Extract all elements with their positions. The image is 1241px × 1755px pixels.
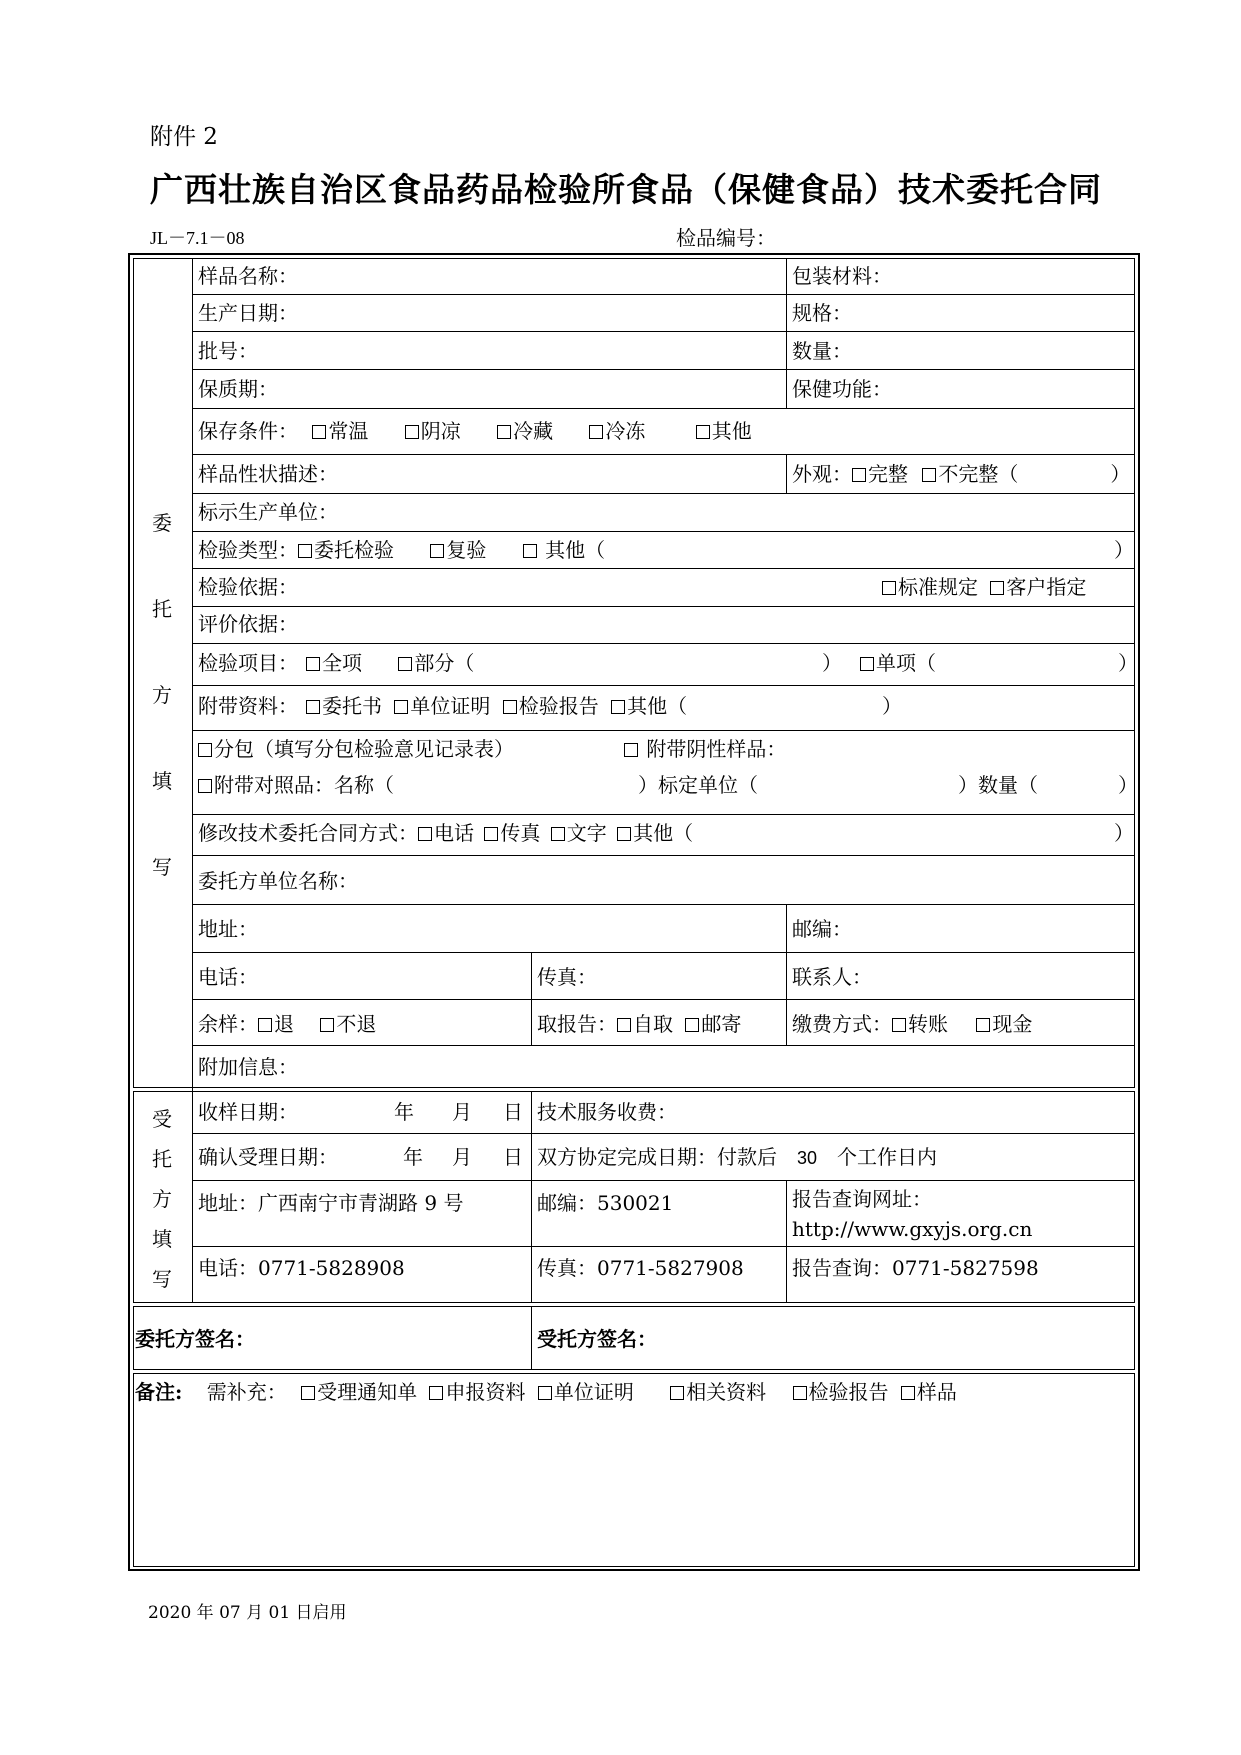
test-type-retest[interactable]: 复验: [430, 538, 486, 562]
contract-form: [128, 253, 1140, 1571]
quantity-field[interactable]: 数量：: [792, 339, 852, 363]
storage-option-cool[interactable]: 阴凉: [405, 419, 461, 443]
test-items-single[interactable]: 单项（: [860, 651, 936, 675]
appearance-complete[interactable]: 完整: [852, 462, 908, 486]
attach-report[interactable]: 检验报告: [503, 694, 599, 718]
sample-number-label: 检品编号：: [676, 226, 776, 250]
modify-close: ）: [1114, 821, 1134, 845]
client-address-field[interactable]: 地址：: [198, 917, 258, 941]
report-row: [537, 1012, 741, 1036]
receiver-phone: 电话：0771-5828908: [198, 1256, 405, 1280]
test-items-all[interactable]: 全项: [306, 651, 362, 675]
remark-related-docs[interactable]: 相关资料: [670, 1380, 766, 1404]
extra-info-field[interactable]: 附加信息：: [198, 1055, 298, 1079]
completion-date: 双方协定完成日期：付款后 30 个工作日内: [537, 1145, 938, 1169]
report-self[interactable]: 自取: [617, 1012, 673, 1036]
remark-acceptance-notice[interactable]: 受理通知单: [301, 1380, 417, 1404]
form-title: 广西壮族自治区食品药品检验所食品（保健食品）技术委托合同: [150, 170, 1102, 209]
remarks-label: 备注:: [135, 1380, 183, 1404]
reference-close: ）: [1118, 773, 1138, 797]
report-url-label: 报告查询网址：: [792, 1187, 932, 1211]
production-date-field[interactable]: 生产日期：: [198, 301, 298, 325]
receiver-postcode: 邮编：530021: [537, 1191, 674, 1215]
appearance-incomplete[interactable]: 不完整（: [922, 462, 1018, 486]
receiver-address: 地址：广西南宁市青湖路 9 号: [198, 1191, 464, 1215]
confirm-date-field[interactable]: 确认受理日期：: [198, 1145, 338, 1169]
report-mail[interactable]: 邮寄: [685, 1012, 741, 1036]
appearance-label: 外观：: [792, 462, 852, 486]
test-basis-options: [882, 575, 1086, 599]
payment-label: 缴费方式：: [792, 1012, 892, 1036]
payment-transfer[interactable]: 转账: [892, 1012, 948, 1036]
modify-label: 修改技术委托合同方式：: [198, 821, 418, 845]
test-type-close: ）: [1114, 538, 1134, 562]
test-items-close: ）: [1118, 651, 1138, 675]
receiver-signature[interactable]: 受托方签名：: [537, 1327, 657, 1351]
attach-label: 附带资料：: [198, 694, 298, 718]
appearance-row: [792, 462, 1130, 486]
test-basis-standard[interactable]: 标准规定: [882, 575, 978, 599]
storage-row: [198, 419, 752, 443]
attach-other[interactable]: 其他（: [611, 694, 687, 718]
effective-date-footer: 2020 年 07 月 01 日启用: [148, 1603, 347, 1623]
attachment-label: 附件 2: [150, 124, 218, 150]
reference-unit: ）标定单位（: [638, 773, 758, 797]
payment-cash[interactable]: 现金: [976, 1012, 1032, 1036]
test-items-mid: ）: [822, 651, 842, 675]
receiver-fax: 传真：0771-5827908: [537, 1256, 744, 1280]
attach-close: ）: [882, 694, 902, 718]
test-type-row: [198, 538, 605, 562]
modify-text[interactable]: 文字: [551, 821, 607, 845]
test-basis-customer[interactable]: 客户指定: [990, 575, 1086, 599]
receive-date-field[interactable]: 收样日期：: [198, 1100, 298, 1124]
appearance-close: ）: [1110, 462, 1131, 486]
test-items-partial[interactable]: 部分（: [398, 651, 474, 675]
spec-field[interactable]: 规格：: [792, 301, 852, 325]
receiver-side-label: 受 托 方 填 写: [152, 1107, 172, 1291]
form-code: JL－7.1－08: [150, 228, 245, 248]
eval-basis-field[interactable]: 评价依据：: [198, 612, 298, 636]
client-fax-field[interactable]: 传真：: [537, 965, 597, 989]
negative-sample-option[interactable]: 附带阴性样品：: [624, 737, 786, 761]
shelf-life-field[interactable]: 保质期：: [198, 377, 278, 401]
storage-option-other[interactable]: 其他: [696, 419, 752, 443]
storage-option-refrigerated[interactable]: 冷藏: [497, 419, 553, 443]
payment-row: [792, 1012, 1032, 1036]
health-function-field[interactable]: 保健功能：: [792, 377, 892, 401]
client-postcode-field[interactable]: 邮编：: [792, 917, 852, 941]
remark-application-docs[interactable]: 申报资料: [429, 1380, 525, 1404]
client-contact-field[interactable]: 联系人：: [792, 965, 872, 989]
client-name-field[interactable]: 委托方单位名称：: [198, 869, 358, 893]
modify-phone[interactable]: 电话: [418, 821, 474, 845]
report-url-link[interactable]: http://www.gxyjs.org.cn: [792, 1217, 1033, 1241]
storage-label: 保存条件：: [198, 419, 298, 443]
subcontract-option[interactable]: 分包（填写分包检验意见记录表）: [198, 737, 514, 761]
modify-row: [198, 821, 693, 845]
leftover-return[interactable]: 退: [258, 1012, 294, 1036]
receive-date-day: 日: [503, 1100, 523, 1124]
test-items-row: [198, 651, 474, 675]
modify-other[interactable]: 其他（: [617, 821, 693, 845]
test-type-commission[interactable]: 委托检验: [298, 538, 394, 562]
test-items-label: 检验项目：: [198, 651, 298, 675]
service-fee-field[interactable]: 技术服务收费：: [537, 1100, 677, 1124]
storage-option-frozen[interactable]: 冷冻: [589, 419, 645, 443]
attach-unit-cert[interactable]: 单位证明: [394, 694, 490, 718]
confirm-date-month: 月: [452, 1145, 472, 1169]
storage-option-normal[interactable]: 常温: [312, 419, 368, 443]
confirm-date-year: 年: [403, 1145, 423, 1169]
client-phone-field[interactable]: 电话：: [198, 965, 258, 989]
manufacturer-field[interactable]: 标示生产单位：: [198, 500, 338, 524]
sample-name-field[interactable]: 样品名称：: [198, 264, 298, 288]
modify-fax[interactable]: 传真: [484, 821, 540, 845]
confirm-date-day: 日: [503, 1145, 523, 1169]
receive-date-year: 年: [394, 1100, 414, 1124]
remarks-row: [135, 1380, 957, 1404]
remark-unit-cert[interactable]: 单位证明: [538, 1380, 634, 1404]
leftover-keep[interactable]: 不退: [320, 1012, 376, 1036]
leftover-row: [198, 1012, 376, 1036]
report-label: 取报告：: [537, 1012, 617, 1036]
reference-qty: ）数量（: [958, 773, 1038, 797]
test-basis-field[interactable]: 检验依据：: [198, 575, 298, 599]
appearance-desc-field[interactable]: 样品性状描述：: [198, 462, 338, 486]
remarks-supplement: 需补充：: [206, 1380, 287, 1404]
leftover-label: 余样：: [198, 1012, 258, 1036]
client-side-label: 委 托 方 填 写: [152, 511, 172, 879]
remark-test-report[interactable]: 检验报告: [793, 1380, 889, 1404]
test-type-label: 检验类型：: [198, 538, 298, 562]
packaging-field[interactable]: 包装材料：: [792, 264, 892, 288]
receive-date-month: 月: [452, 1100, 472, 1124]
attach-commission[interactable]: 委托书: [306, 694, 382, 718]
reference-sample-option[interactable]: 附带对照品：名称（: [198, 773, 394, 797]
attach-row: [198, 694, 687, 718]
report-phone: 报告查询：0771-5827598: [792, 1256, 1039, 1280]
client-signature[interactable]: 委托方签名：: [135, 1327, 255, 1351]
batch-field[interactable]: 批号：: [198, 339, 258, 363]
test-type-other[interactable]: 其他（: [523, 538, 605, 562]
remark-sample[interactable]: 样品: [901, 1380, 957, 1404]
